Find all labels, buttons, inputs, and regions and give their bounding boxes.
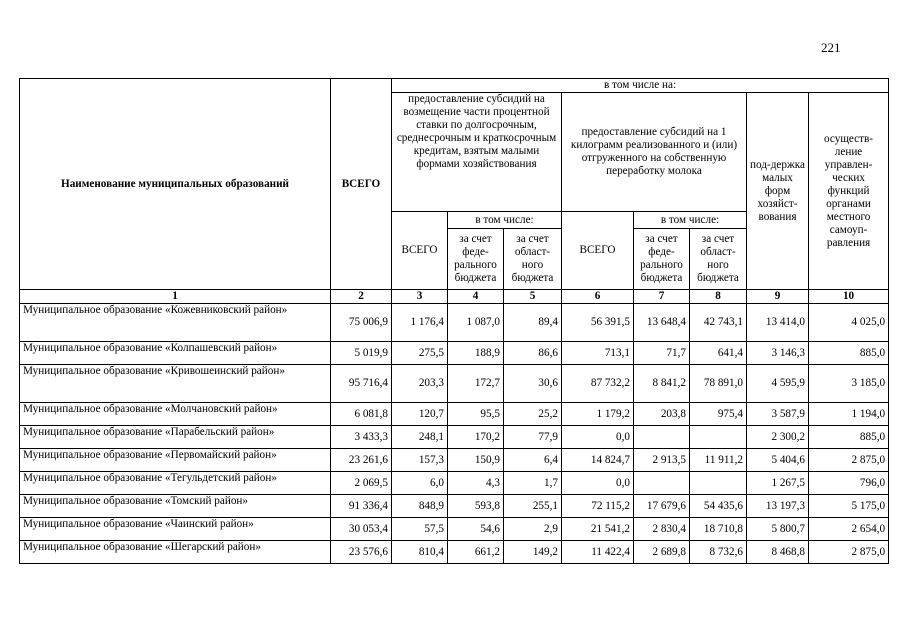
value-cell: 885,0 — [809, 426, 889, 449]
value-cell: 2 069,5 — [331, 472, 392, 495]
value-cell: 3 185,0 — [809, 365, 889, 403]
value-cell: 848,9 — [392, 495, 448, 518]
header-management-functions: осуществ-ление управлен-ческих функций органами местного самоуп-равления — [809, 93, 889, 290]
value-cell: 13 197,3 — [747, 495, 809, 518]
value-cell: 3 146,3 — [747, 342, 809, 365]
value-cell: 18 710,8 — [690, 518, 747, 541]
value-cell: 5 800,7 — [747, 518, 809, 541]
header-group2-total: ВСЕГО — [562, 212, 634, 290]
municipality-name: Муниципальное образование «Кожевниковский район» — [20, 304, 331, 342]
value-cell: 796,0 — [809, 472, 889, 495]
value-cell: 248,1 — [392, 426, 448, 449]
value-cell: 0,0 — [562, 426, 634, 449]
value-cell: 6,0 — [392, 472, 448, 495]
value-cell: 150,9 — [448, 449, 504, 472]
value-cell: 6 081,8 — [331, 403, 392, 426]
column-index: 3 — [392, 290, 448, 304]
value-cell: 2,9 — [504, 518, 562, 541]
column-index: 8 — [690, 290, 747, 304]
value-cell: 87 732,2 — [562, 365, 634, 403]
table-row — [20, 472, 889, 495]
column-index: 10 — [809, 290, 889, 304]
municipality-name: Муниципальное образование «Кривошеинский район» — [20, 365, 331, 403]
value-cell: 2 913,5 — [634, 449, 690, 472]
column-index: 5 — [504, 290, 562, 304]
value-cell: 72 115,2 — [562, 495, 634, 518]
municipality-name: Муниципальное образование «Парабельский район» — [20, 426, 331, 449]
table-row — [20, 304, 889, 342]
value-cell: 23 261,6 — [331, 449, 392, 472]
header-group-milk-subsidy: предоставление субсидий на 1 килограмм реализованного и (или) отгруженного на собственную переработку молока — [562, 93, 747, 212]
value-cell: 170,2 — [448, 426, 504, 449]
value-cell: 71,7 — [634, 342, 690, 365]
value-cell: 2 875,0 — [809, 449, 889, 472]
value-cell: 1 267,5 — [747, 472, 809, 495]
value-cell: 3 587,9 — [747, 403, 809, 426]
value-cell: 54 435,6 — [690, 495, 747, 518]
municipality-name: Муниципальное образование «Томский район» — [20, 495, 331, 518]
table-row — [20, 541, 889, 564]
header-group2-federal: за счет феде-рального бюджета — [634, 229, 690, 290]
value-cell: 975,4 — [690, 403, 747, 426]
table-row — [20, 403, 889, 426]
header-name-column: Наименование муниципальных образований — [20, 79, 331, 290]
municipality-name: Муниципальное образование «Колпашевский район» — [20, 342, 331, 365]
value-cell: 8 732,6 — [690, 541, 747, 564]
value-cell: 641,4 — [690, 342, 747, 365]
column-index: 2 — [331, 290, 392, 304]
header-group1-federal: за счет феде-рального бюджета — [448, 229, 504, 290]
header-group1-regional: за счет област-ного бюджета — [504, 229, 562, 290]
value-cell: 8 841,2 — [634, 365, 690, 403]
value-cell: 1,7 — [504, 472, 562, 495]
value-cell: 713,1 — [562, 342, 634, 365]
column-index: 7 — [634, 290, 690, 304]
value-cell: 157,3 — [392, 449, 448, 472]
value-cell: 203,8 — [634, 403, 690, 426]
value-cell: 188,9 — [448, 342, 504, 365]
value-cell: 8 468,8 — [747, 541, 809, 564]
column-index-row — [20, 290, 889, 304]
value-cell: 25,2 — [504, 403, 562, 426]
table-row — [20, 518, 889, 541]
subsidy-table — [19, 78, 889, 564]
municipality-name: Муниципальное образование «Тегульдетский район» — [20, 472, 331, 495]
value-cell: 1 176,4 — [392, 304, 448, 342]
value-cell: 13 648,4 — [634, 304, 690, 342]
value-cell: 172,7 — [448, 365, 504, 403]
header-total-column: ВСЕГО — [331, 79, 392, 290]
value-cell: 11 911,2 — [690, 449, 747, 472]
value-cell — [634, 472, 690, 495]
value-cell: 885,0 — [809, 342, 889, 365]
value-cell: 2 875,0 — [809, 541, 889, 564]
table-row — [20, 495, 889, 518]
value-cell: 4,3 — [448, 472, 504, 495]
value-cell: 42 743,1 — [690, 304, 747, 342]
value-cell: 2 830,4 — [634, 518, 690, 541]
value-cell: 2 689,8 — [634, 541, 690, 564]
value-cell: 255,1 — [504, 495, 562, 518]
page-number: 221 — [821, 40, 841, 55]
value-cell: 203,3 — [392, 365, 448, 403]
municipality-name: Муниципальное образование «Чаинский район» — [20, 518, 331, 541]
value-cell — [634, 426, 690, 449]
municipality-name: Муниципальное образование «Первомайский район» — [20, 449, 331, 472]
value-cell: 120,7 — [392, 403, 448, 426]
value-cell: 0,0 — [562, 472, 634, 495]
value-cell — [690, 426, 747, 449]
table-row — [20, 365, 889, 403]
value-cell: 23 576,6 — [331, 541, 392, 564]
value-cell: 2 300,2 — [747, 426, 809, 449]
value-cell: 89,4 — [504, 304, 562, 342]
table-row — [20, 342, 889, 365]
value-cell: 1 194,0 — [809, 403, 889, 426]
value-cell: 661,2 — [448, 541, 504, 564]
value-cell: 3 433,3 — [331, 426, 392, 449]
value-cell: 91 336,4 — [331, 495, 392, 518]
value-cell: 11 422,4 — [562, 541, 634, 564]
header-group2-regional: за счет област-ного бюджета — [690, 229, 747, 290]
header-including: в том числе на: — [392, 79, 889, 93]
value-cell: 6,4 — [504, 449, 562, 472]
value-cell: 30 053,4 — [331, 518, 392, 541]
column-index: 1 — [20, 290, 331, 304]
value-cell: 5 404,6 — [747, 449, 809, 472]
value-cell: 21 541,2 — [562, 518, 634, 541]
value-cell: 86,6 — [504, 342, 562, 365]
value-cell: 13 414,0 — [747, 304, 809, 342]
value-cell: 95 716,4 — [331, 365, 392, 403]
value-cell: 5 175,0 — [809, 495, 889, 518]
value-cell: 17 679,6 — [634, 495, 690, 518]
value-cell: 54,6 — [448, 518, 504, 541]
value-cell: 275,5 — [392, 342, 448, 365]
value-cell: 30,6 — [504, 365, 562, 403]
header-group-interest-subsidy: предоставление субсидий на возмещение части процентной ставки по долгосрочным, среднесрочным и краткосрочным кредитам, взятым малыми формами хозяйствования — [392, 93, 562, 212]
value-cell: 77,9 — [504, 426, 562, 449]
value-cell: 4 595,9 — [747, 365, 809, 403]
column-index: 6 — [562, 290, 634, 304]
value-cell: 95,5 — [448, 403, 504, 426]
value-cell: 810,4 — [392, 541, 448, 564]
value-cell: 149,2 — [504, 541, 562, 564]
column-index: 9 — [747, 290, 809, 304]
value-cell — [690, 472, 747, 495]
value-cell: 1 087,0 — [448, 304, 504, 342]
municipality-name: Муниципальное образование «Молчановский район» — [20, 403, 331, 426]
header-small-farms-support: под-держка малых форм хозяйст-вования — [747, 93, 809, 290]
value-cell: 75 006,9 — [331, 304, 392, 342]
value-cell: 5 019,9 — [331, 342, 392, 365]
value-cell: 57,5 — [392, 518, 448, 541]
municipality-name: Муниципальное образование «Шегарский район» — [20, 541, 331, 564]
table-row — [20, 449, 889, 472]
value-cell: 56 391,5 — [562, 304, 634, 342]
header-group2-including: в том числе: — [634, 212, 747, 229]
value-cell: 4 025,0 — [809, 304, 889, 342]
column-index: 4 — [448, 290, 504, 304]
value-cell: 14 824,7 — [562, 449, 634, 472]
header-group1-total: ВСЕГО — [392, 212, 448, 290]
value-cell: 78 891,0 — [690, 365, 747, 403]
table-row — [20, 426, 889, 449]
value-cell: 593,8 — [448, 495, 504, 518]
value-cell: 2 654,0 — [809, 518, 889, 541]
value-cell: 1 179,2 — [562, 403, 634, 426]
header-group1-including: в том числе: — [448, 212, 562, 229]
